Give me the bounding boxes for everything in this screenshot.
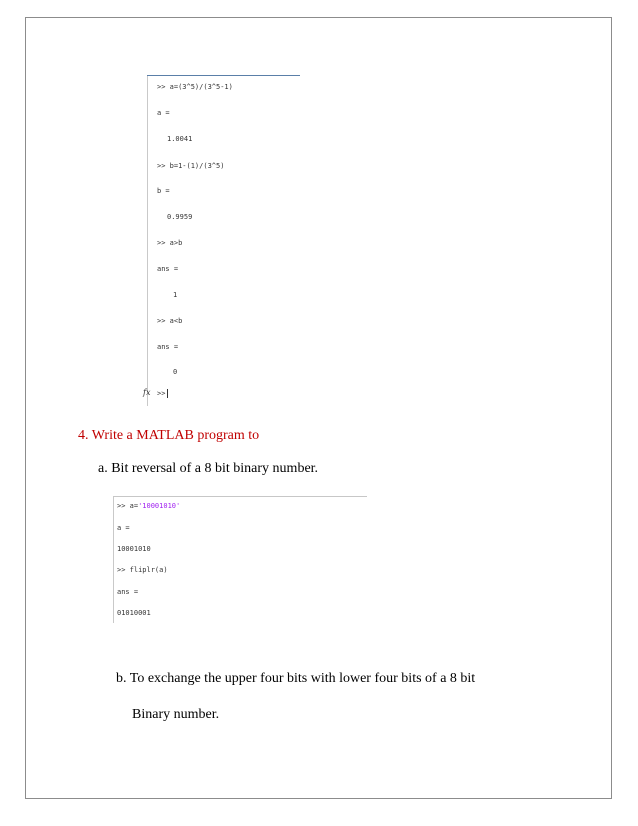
matlab-command-window-screenshot-1 [143, 75, 300, 406]
output-label: a = [117, 524, 130, 532]
command-line: >> a>b [157, 239, 183, 247]
text-cursor [167, 389, 168, 398]
window-gutter [147, 76, 148, 406]
output-value: 01010001 [117, 609, 151, 617]
command-prompt[interactable] [157, 389, 168, 398]
command-line: >> fliplr(a) [117, 566, 168, 574]
command-line [117, 502, 180, 510]
command-line: >> a=(3^5)/(3^5-1) [157, 83, 233, 91]
output-label: ans = [117, 588, 139, 596]
matlab-command-window-screenshot-2 [113, 496, 367, 623]
command-line: >> b=1-(1)/(3^5) [157, 162, 225, 170]
output-value: 1.0041 [167, 135, 193, 143]
output-value: 1 [173, 291, 178, 299]
question-4-heading: 4. Write a MATLAB program to [78, 428, 260, 443]
command-line: >> a<b [157, 317, 183, 325]
question-4-part-a: a. Bit reversal of a 8 bit binary number. [98, 461, 319, 476]
output-label: ans = [157, 343, 179, 351]
string-literal: '10001010' [138, 502, 181, 510]
output-value: 10001010 [117, 545, 151, 553]
question-4-part-b-line-1: b. To exchange the upper four bits with lower four bits of a 8 bit [116, 671, 476, 686]
output-label: ans = [157, 265, 179, 273]
output-value: 0 [173, 368, 178, 376]
prompt-symbol: >> [157, 389, 166, 398]
fx-icon[interactable]: fx [143, 388, 151, 397]
output-value: 0.9959 [167, 213, 193, 221]
output-label: b = [157, 187, 170, 195]
command-prompt-text: >> a= [117, 502, 139, 510]
window-gutter [113, 497, 114, 623]
question-4-part-b-line-2: Binary number. [132, 707, 220, 722]
output-label: a = [157, 109, 170, 117]
